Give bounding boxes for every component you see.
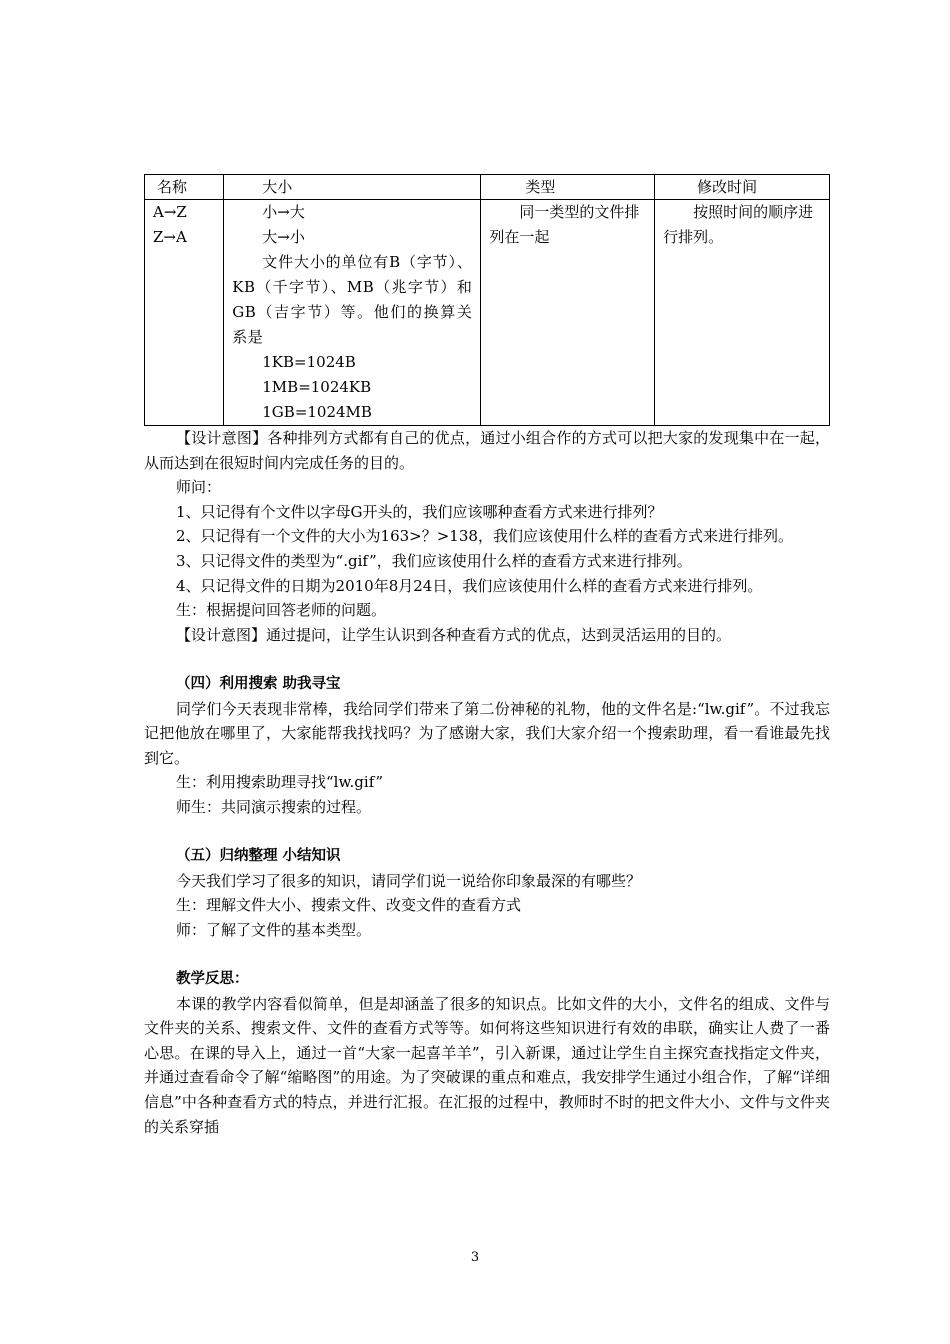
sort-methods-table [144, 174, 830, 426]
header-time [655, 175, 830, 200]
question-2: 2、只记得有一个文件的大小为163>？>138，我们应该使用什么样的查看方式来进行排列。 [176, 527, 793, 546]
conversion-mb: 1MB=1024KB [262, 378, 372, 396]
section-4-para-1: 同学们今天表现非常棒，我给同学们带来了第二份神秘的礼物，他的文件名是:“lw.gif”。不过我忘记把他放在哪里了，大家能帮我找找吗？为了感谢大家，我们大家介绍一个搜索助理，看一看谁最先找到它。 [144, 699, 830, 767]
conversion-gb: 1GB=1024MB [262, 403, 372, 421]
section-5-para-1: 今天我们学习了很多的知识，请同学们说一说给你印象最深的有哪些？ [176, 871, 642, 890]
section-4-heading: （四）利用搜索 助我寻宝 [176, 675, 341, 692]
student-answer: 生：根据提问回答老师的问题。 [176, 601, 387, 620]
header-type-text: 类型 [525, 178, 556, 196]
body-text [144, 426, 830, 1139]
page-number: 3 [470, 1250, 480, 1265]
size-desc: 大→小 [262, 228, 305, 246]
conversion-kb: 1KB=1024B [262, 353, 356, 371]
design-intent-2: 【设计意图】通过提问，让学生认识到各种查看方式的优点，达到灵活运用的目的。 [176, 625, 732, 644]
reflection-heading: 教学反思： [176, 971, 249, 988]
section-5-para-3: 师：了解了文件的基本类型。 [176, 920, 372, 939]
header-time-text: 修改时间 [697, 178, 758, 196]
table-row [145, 200, 830, 426]
size-unit-desc: 文件大小的单位有B（字节）、KB（千字节）、MB（兆字节）和GB（吉字节）等。他们的换算关系是 [232, 253, 473, 346]
type-desc: 同一类型的文件排列在一起 [489, 203, 640, 246]
question-4: 4、只记得文件的日期为2010年8月24日，我们应该使用什么样的查看方式来进行排列。 [176, 576, 763, 595]
section-4-para-2: 生：利用搜索助理寻找“lw.gif” [176, 773, 384, 792]
question-1: 1、只记得有个文件以字母G开头的，我们应该哪种查看方式来进行排列？ [176, 502, 663, 521]
design-intent-1: 【设计意图】各种排列方式都有自己的优点，通过小组合作的方式可以把大家的发现集中在一起，从而达到在很短时间内完成任务的目的。 [144, 429, 830, 472]
size-cell [224, 200, 481, 426]
sort-a-z: A→Z [153, 203, 187, 221]
header-type [481, 175, 655, 200]
time-desc: 按照时间的顺序进行排列。 [663, 203, 814, 246]
section-4-para-3: 师生：共同演示搜索的过程。 [176, 797, 372, 816]
table-header-row [145, 175, 830, 200]
time-cell [655, 200, 830, 426]
header-name-text: 名称 [157, 178, 188, 196]
header-size-text: 大小 [262, 178, 293, 196]
section-5-para-2: 生：理解文件大小、搜索文件、改变文件的查看方式 [176, 896, 522, 915]
type-cell [481, 200, 655, 426]
reflection-text: 本课的教学内容看似简单，但是却涵盖了很多的知识点。比如文件的大小，文件名的组成、文件与文件夹的关系、搜索文件、文件的查看方式等等。如何将这些知识进行有效的串联，确实让人费了一番心思。在课的导入上，通过一首“大家一起喜羊羊”，引入新课，通过让学生自主探究查找指定文件夹，并通过查看命令了解“缩略图”的用途。为了突破课的重点和难点，我安排学生通过小组合作，了解“详细信息”中各种查看方式的特点，并进行汇报。在汇报的过程中，教师时不时的把文件大小、文件与文件夹的关系穿插 [144, 994, 830, 1136]
sort-z-a: Z→A [153, 228, 187, 246]
header-size [224, 175, 481, 200]
question-3: 3、只记得文件的类型为“.gif”，我们应该使用什么样的查看方式来进行排列。 [176, 551, 692, 570]
section-5-heading: （五）归纳整理 小结知识 [176, 848, 341, 865]
size-asc: 小→大 [262, 203, 305, 221]
teacher-question: 师问： [176, 478, 222, 497]
name-cell [145, 200, 224, 426]
header-name [145, 175, 224, 200]
